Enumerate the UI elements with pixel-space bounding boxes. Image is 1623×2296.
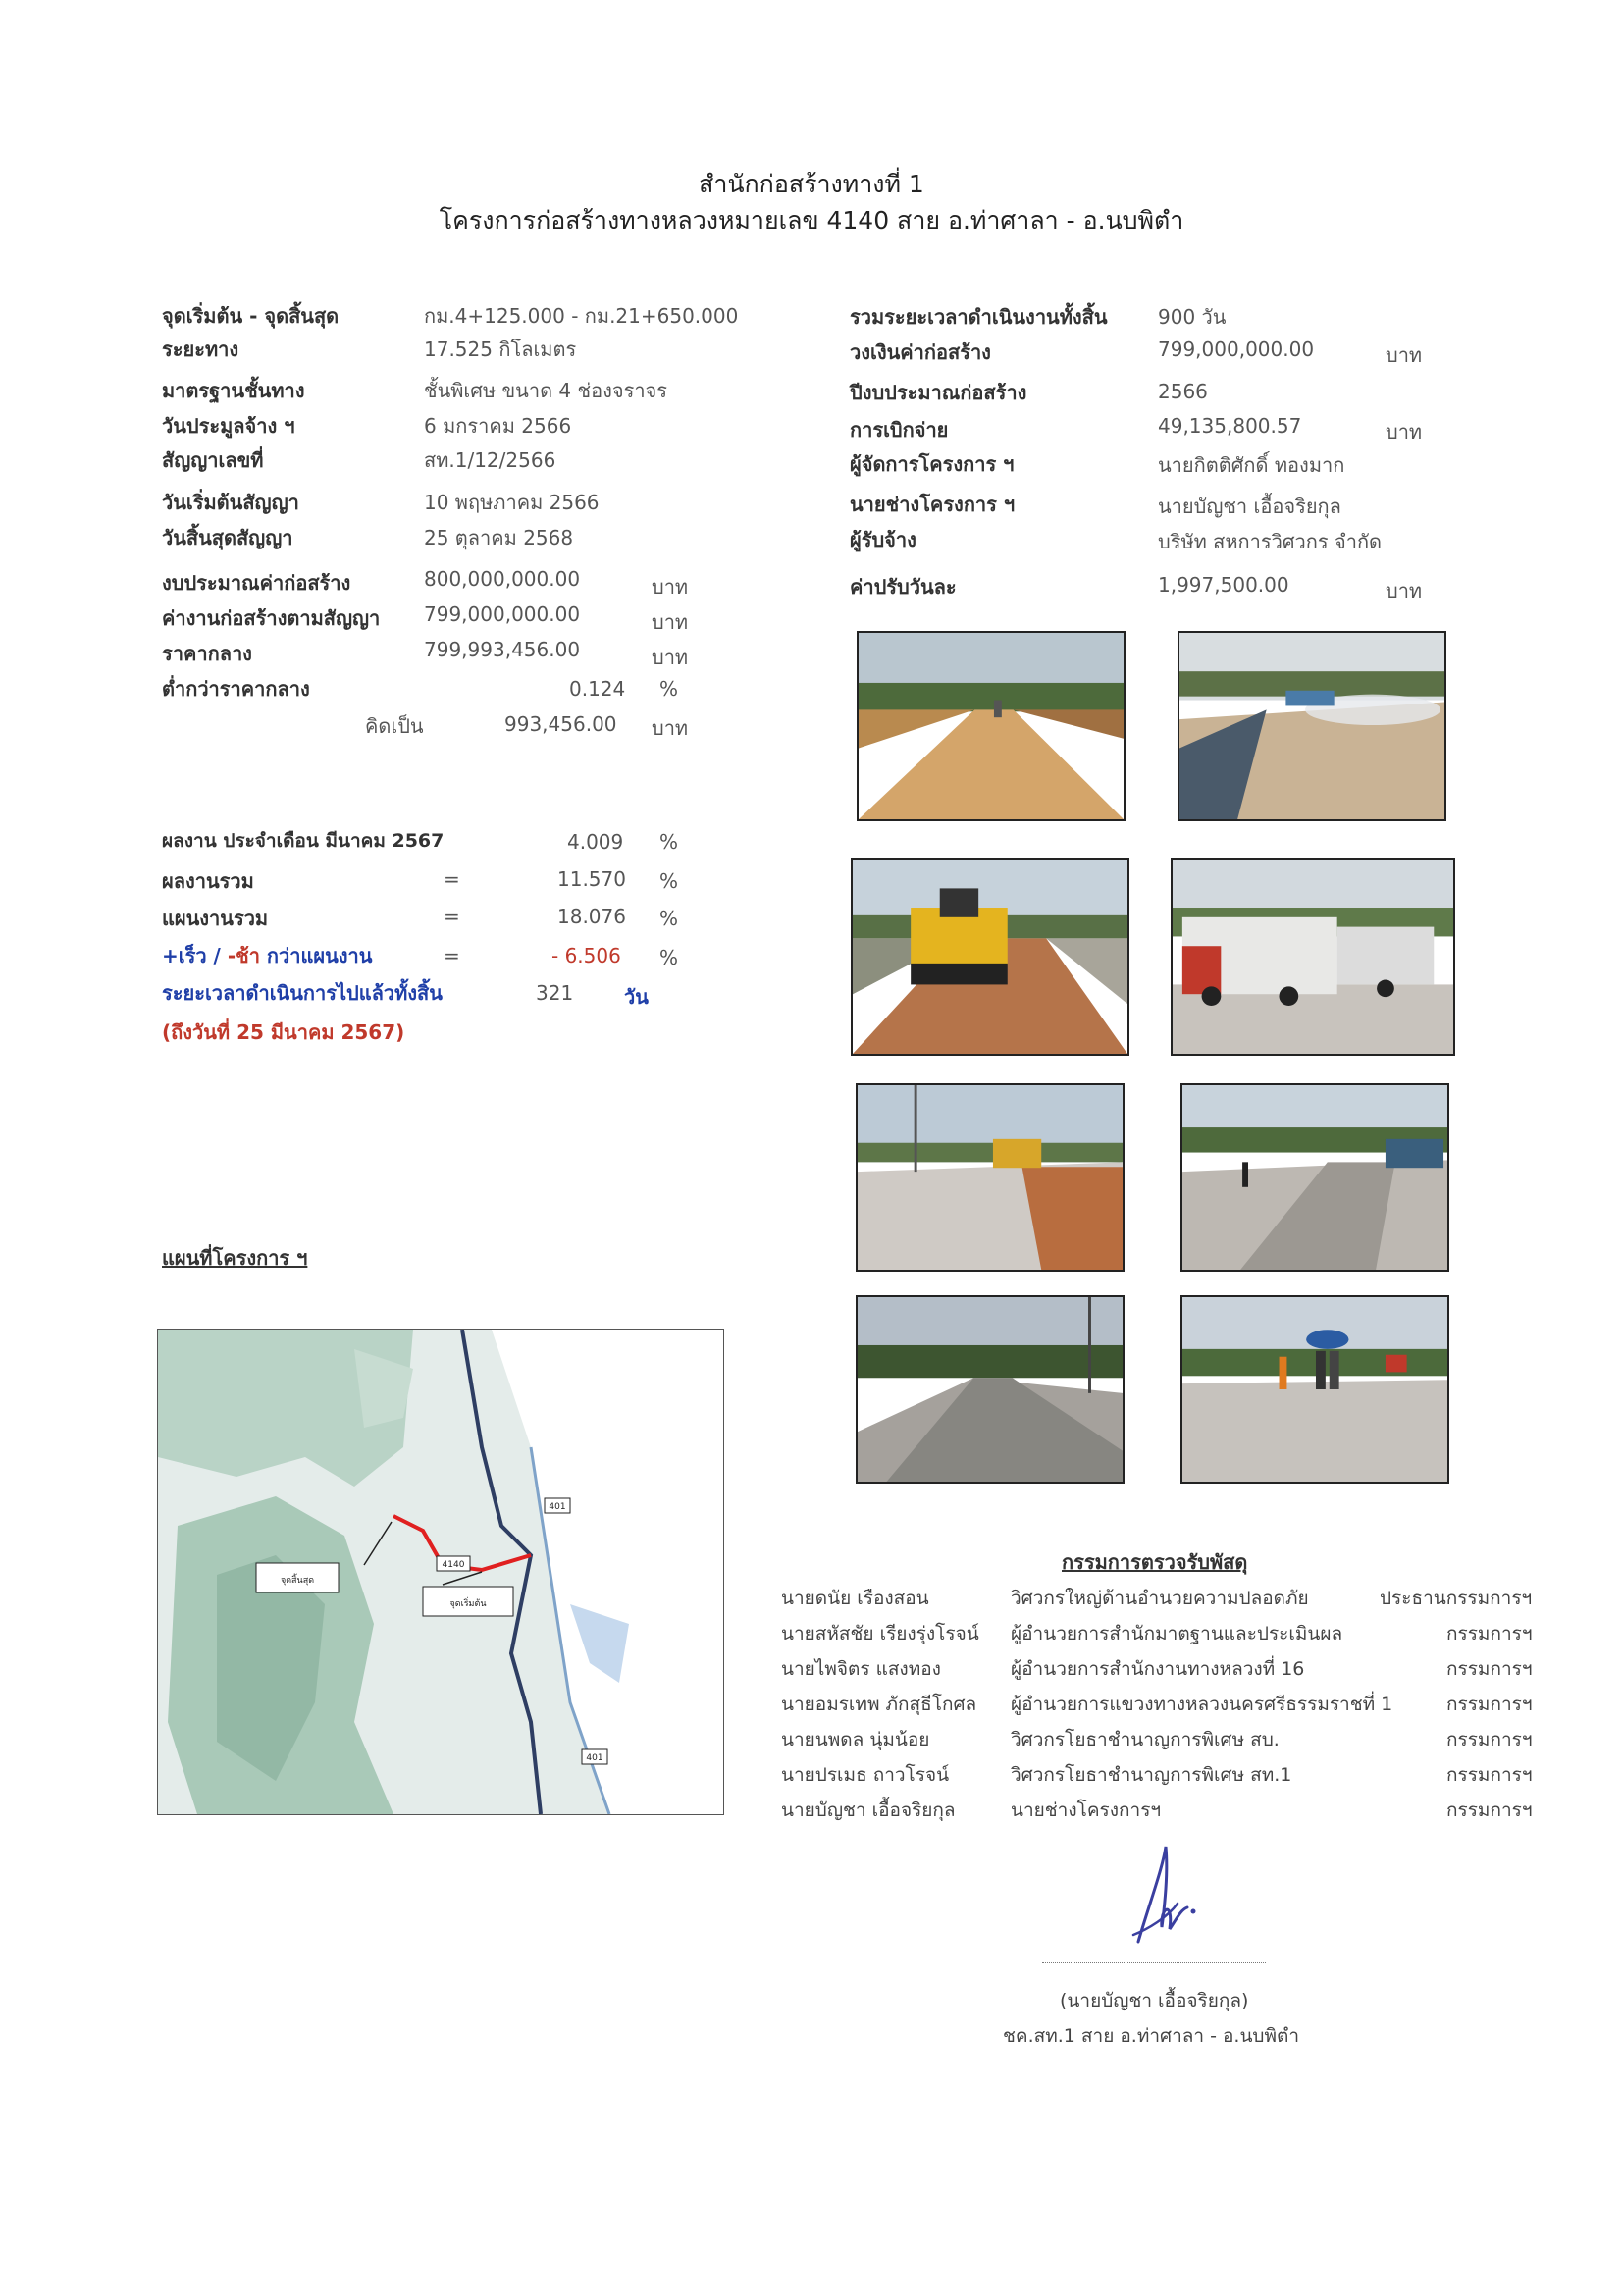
info-label: สัญญาเลขที่	[162, 448, 264, 472]
info-unit: บาท	[1386, 343, 1423, 367]
member-name: นายอมรเทพ ภักสุธีโกศล	[781, 1694, 977, 1715]
route-shield-401-top: 401	[549, 1502, 566, 1512]
info-value: 799,993,456.00	[424, 638, 581, 661]
total-progress-unit: %	[659, 869, 679, 893]
as-of-date: (ถึงวันที่ 25 มีนาคม 2567)	[162, 1020, 405, 1044]
ahead-text: +เร็ว	[162, 944, 207, 967]
equals-sign: =	[444, 905, 460, 928]
member-role: กรรมการฯ	[1446, 1623, 1533, 1644]
route-shield-4140: 4140	[442, 1560, 465, 1570]
equals-sign: =	[444, 867, 460, 891]
info-value: บริษัท สหการวิศวกร จำกัด	[1158, 530, 1383, 553]
info-value: นายบัญชา เอื้อจริยกุล	[1158, 495, 1341, 518]
site-photo-concrete-road	[856, 1295, 1125, 1484]
member-position: นายช่างโครงการฯ	[1011, 1800, 1162, 1821]
member-position: วิศวกรโยธาชำนาญการพิเศษ สบ.	[1011, 1729, 1280, 1750]
committee-heading: กรรมการตรวจรับพัสดุ	[1062, 1550, 1248, 1574]
info-value: นายกิตติศักดิ์ ทองมาก	[1158, 453, 1345, 477]
member-name: นายสหัสชัย เรียงรุ่งโรจน์	[781, 1623, 979, 1644]
signer-name: (นายบัญชา เอื้อจริยกุล)	[1060, 1990, 1249, 2011]
info-value: ชั้นพิเศษ ขนาด 4 ช่องจราจร	[424, 379, 668, 402]
info-value: 900 วัน	[1158, 305, 1227, 329]
info-value: 6 มกราคม 2566	[424, 414, 572, 438]
elapsed-time-unit: วัน	[624, 985, 649, 1009]
elapsed-time-value: 321	[536, 981, 574, 1005]
info-unit: บาท	[652, 575, 689, 599]
site-photo-roller	[851, 858, 1129, 1056]
plan-progress-unit: %	[659, 907, 679, 930]
info-label: วันเริ่มต้นสัญญา	[162, 491, 299, 514]
site-photo-water-spray	[1178, 631, 1446, 821]
member-role: กรรมการฯ	[1446, 1800, 1533, 1821]
info-value: 10 พฤษภาคม 2566	[424, 491, 600, 514]
member-position: วิศวกรใหญ่ด้านอำนวยความปลอดภัย	[1011, 1588, 1309, 1609]
plan-progress-label: แผนงานรวม	[162, 907, 269, 930]
compare-text: กว่าแผนงาน	[259, 944, 373, 967]
info-label: งบประมาณค่าก่อสร้าง	[162, 571, 351, 595]
info-unit: บาท	[652, 646, 689, 669]
equals-sign: =	[444, 944, 460, 967]
separator-text: /	[206, 944, 228, 967]
elapsed-time-label: ระยะเวลาดำเนินการไปแล้วทั้งสิ้น	[162, 981, 443, 1005]
ahead-behind-unit: %	[659, 946, 679, 969]
member-role: กรรมการฯ	[1446, 1658, 1533, 1680]
monthly-progress-label: ผลงาน ประจำเดือน มีนาคม 2567	[162, 830, 445, 852]
member-position: ผู้อำนวยการแขวงทางหลวงนครศรีธรรมราชที่ 1	[1011, 1694, 1393, 1715]
map-start-label: จุดเริ่มต้น	[449, 1599, 487, 1609]
total-progress-value: 11.570	[557, 867, 626, 891]
project-map	[157, 1329, 724, 1815]
monthly-progress-unit: %	[659, 830, 679, 854]
info-label: ผู้รับจ้าง	[850, 528, 916, 551]
info-label: วันประมูลจ้าง ฯ	[162, 414, 295, 438]
member-role: กรรมการฯ	[1446, 1764, 1533, 1786]
percent-of-value: 993,456.00	[504, 712, 617, 736]
member-name: นายดนัย เรืองสอน	[781, 1588, 929, 1609]
info-value: 799,000,000.00	[424, 602, 581, 626]
info-label: รวมระยะเวลาดำเนินงานทั้งสิ้น	[850, 305, 1108, 329]
member-name: นายไพจิตร แสงทอง	[781, 1658, 941, 1680]
signature-line	[1042, 1962, 1266, 1963]
ahead-behind-label	[162, 940, 372, 971]
info-label: ค่าปรับวันละ	[850, 575, 957, 599]
info-value: กม.4+125.000 - กม.21+650.000	[424, 304, 739, 328]
site-photo-concrete-finishing	[1180, 1083, 1449, 1272]
project-title: โครงการก่อสร้างทางหลวงหมายเลข 4140 สาย อ.ท่าศาลา - อ.นบพิตำ	[439, 206, 1184, 235]
info-label: ราคากลาง	[162, 642, 252, 665]
info-value: 25 ตุลาคม 2568	[424, 526, 574, 549]
site-photo-workers-umbrella	[1180, 1295, 1449, 1484]
member-role: กรรมการฯ	[1446, 1729, 1533, 1750]
info-value: สท.1/12/2566	[424, 448, 556, 472]
info-label: จุดเริ่มต้น - จุดสิ้นสุด	[162, 304, 340, 328]
document-title: สำนักก่อสร้างทางที่ 1	[699, 170, 924, 198]
percent-of-label: คิดเป็น	[365, 714, 424, 738]
info-label: การเบิกจ่าย	[850, 418, 949, 442]
info-label: ต่ำกว่าราคากลาง	[162, 677, 310, 701]
percent-of-unit: บาท	[652, 716, 689, 740]
info-label: นายช่างโครงการ ฯ	[850, 493, 1016, 516]
info-value: 800,000,000.00	[424, 567, 581, 591]
member-name: นายปรเมธ ถาวโรจน์	[781, 1764, 950, 1786]
info-value: 17.525 กิโลเมตร	[424, 338, 577, 361]
info-label: วงเงินค่าก่อสร้าง	[850, 340, 991, 364]
info-label: ระยะทาง	[162, 338, 239, 361]
member-name: นายนพดล นุ่มน้อย	[781, 1729, 930, 1750]
member-role: กรรมการฯ	[1446, 1694, 1533, 1715]
site-photo-dirt-road	[857, 631, 1126, 821]
info-label: มาตรฐานชั้นทาง	[162, 379, 305, 402]
member-name: นายบัญชา เอื้อจริยกุล	[781, 1800, 956, 1821]
info-label: ปีงบประมาณก่อสร้าง	[850, 381, 1027, 404]
plan-progress-value: 18.076	[557, 905, 626, 928]
info-label: ค่างานก่อสร้างตามสัญญา	[162, 606, 381, 630]
info-value: 1,997,500.00	[1158, 573, 1289, 597]
member-position: ผู้อำนวยการสำนักมาตฐานและประเมินผล	[1011, 1623, 1343, 1644]
monthly-progress-value: 4.009	[567, 830, 624, 854]
member-role: ประธานกรรมการฯ	[1380, 1588, 1533, 1609]
member-position: ผู้อำนวยการสำนักงานทางหลวงที่ 16	[1011, 1658, 1305, 1680]
member-position: วิศวกรโยธาชำนาญการพิเศษ สท.1	[1011, 1764, 1292, 1786]
behind-text: -ช้า	[227, 944, 260, 967]
info-label: วันสิ้นสุดสัญญา	[162, 526, 293, 549]
ahead-behind-value: - 6.506	[551, 944, 621, 967]
site-photo-concrete-trucks	[1171, 858, 1455, 1056]
map-end-label: จุดสิ้นสุด	[280, 1576, 315, 1586]
info-label: ผู้จัดการโครงการ ฯ	[850, 452, 1015, 476]
info-unit: บาท	[1386, 579, 1423, 602]
map-heading: แผนที่โครงการ ฯ	[162, 1246, 308, 1270]
info-value: 799,000,000.00	[1158, 338, 1315, 361]
info-value: 2566	[1158, 380, 1208, 403]
site-photo-grader	[856, 1083, 1125, 1272]
info-unit: บาท	[1386, 420, 1423, 444]
info-unit: %	[659, 677, 679, 701]
signature-mark	[1109, 1839, 1217, 1957]
signer-title: ชค.สท.1 สาย อ.ท่าศาลา - อ.นบพิตำ	[1003, 2025, 1300, 2047]
info-value: 0.124	[569, 677, 626, 701]
total-progress-label: ผลงานรวม	[162, 869, 254, 893]
info-unit: บาท	[652, 610, 689, 634]
route-shield-401-bottom: 401	[586, 1753, 603, 1763]
info-value: 49,135,800.57	[1158, 414, 1302, 438]
